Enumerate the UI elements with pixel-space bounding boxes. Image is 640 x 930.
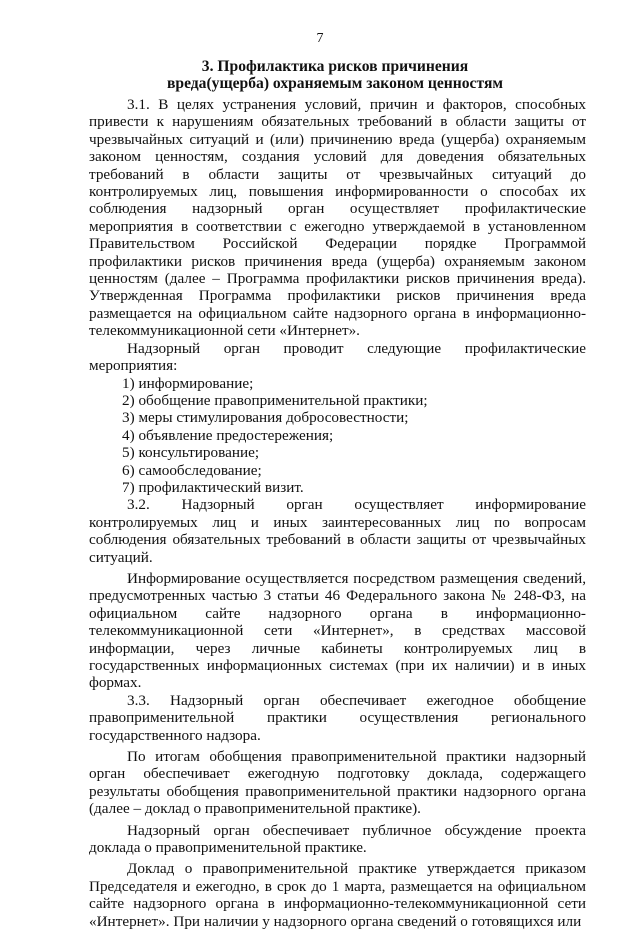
list-item: 6) самообследование; bbox=[122, 461, 262, 479]
list-item: 3) меры стимулирования добросовестности; bbox=[122, 409, 409, 427]
section-title: 3. Профилактика рисков причинения вреда(ущерба) охраняемым законом ценностям bbox=[166, 58, 503, 92]
paragraph-results: По итогам обобщения правоприменительной практики надзорный орган обеспечивает ежегодную подготовку доклада, содержащего результаты обобщения правоприменительной практики надзорного органа (далее – доклад о правоприменительной практике). bbox=[89, 748, 586, 818]
list-item: 1) информирование; bbox=[122, 374, 254, 392]
list-item: 4) объявление предостережения; bbox=[122, 426, 334, 444]
list-item: 5) консультирование; bbox=[122, 444, 260, 462]
list-item: 7) профилактический визит. bbox=[122, 478, 304, 496]
paragraph-3-3: 3.3. Надзорный орган обеспечивает ежегодное обобщение правоприменительной практики осуществления регионального государственного надзора. bbox=[89, 691, 586, 744]
measures-intro: Надзорный орган проводит следующие профилактические мероприятия: bbox=[89, 339, 586, 375]
list-item: 2) обобщение правоприменительной практики; bbox=[122, 391, 428, 409]
paragraph-3-1: 3.1. В целях устранения условий, причин и факторов, способных привести к нарушениям обязательных требований в области защиты от чрезвычайных ситуаций и (или) причинению вреда (ущерба) охраняемым законом ценностям, создания условий для доведения обязательных требований в области защиты от чрезвычайных ситуаций до контролируемых лиц, повышения информированности о способах их соблюдения надзорный орган осуществляет профилактические мероприятия в соответствии с ежегодно утверждаемой в установленном Правительством Российской Федерации порядке Программой профилактики рисков причинения вреда (ущерба) охраняемым законом ценностям (далее – Программа профилактики рисков причинения вреда). Утвержденная Программа профилактики рисков причинения вреда размещается на официальном сайте надзорного органа в информационно-телекоммуникационной сети «Интернет». bbox=[89, 96, 586, 340]
document-body bbox=[89, 96, 586, 930]
paragraph-3-2: 3.2. Надзорный орган осуществляет информирование контролируемых лиц и иных заинтересованных лиц по вопросам соблюдения обязательных требований в области защиты от чрезвычайных ситуаций. bbox=[89, 496, 586, 566]
page-number: 7 bbox=[316, 31, 324, 46]
paragraph-public-discussion: Надзорный орган обеспечивает публичное обсуждение проекта доклада о правоприменительной практике. bbox=[89, 821, 586, 857]
measures-list bbox=[89, 375, 586, 497]
paragraph-informing: Информирование осуществляется посредством размещения сведений, предусмотренных частью 3 статьи 46 Федерального закона № 248-ФЗ, на официальном сайте надзорного органа в информационно-телекоммуникационной сети «Интернет», в средствах массовой информации, через личные кабинеты контролируемых лиц в государственных информационных системах (при их наличии) и в иных формах. bbox=[89, 569, 586, 692]
paragraph-report-approval: Доклад о правоприменительной практике утверждается приказом Председателя и ежегодно, в срок до 1 марта, размещается на официальном сайте надзорного органа в информационно-телекоммуникационной сети «Интернет». При наличии у надзорного органа сведений о готовящихся или bbox=[89, 860, 586, 930]
